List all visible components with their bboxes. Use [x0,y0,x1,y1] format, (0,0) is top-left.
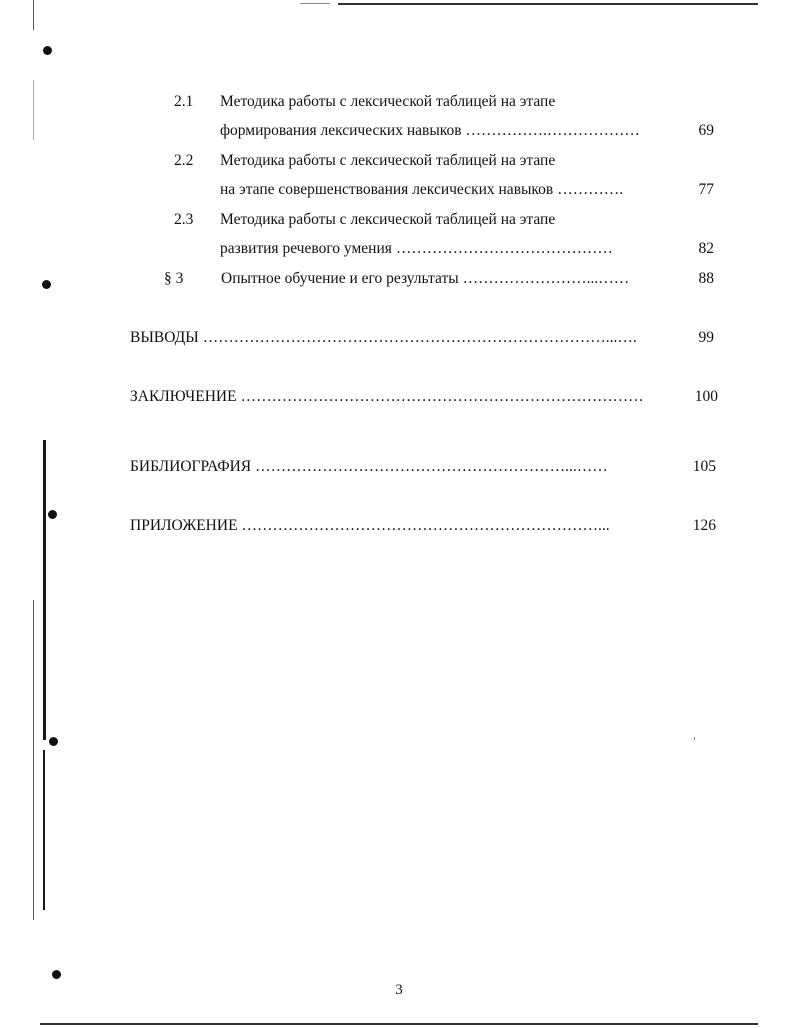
toc-leader-dots: ……………………...…… [462,270,630,287]
toc-entry-text: формирования лексических навыков [220,122,462,139]
toc-chapter-entry[interactable] [130,457,716,477]
binder-shadow-lower [43,750,45,910]
toc-entry-text: развития речевого умения [220,240,392,257]
punch-hole-4 [49,737,58,746]
toc-entry-text: Опытное обучение и его результаты [221,270,459,287]
toc-chapter-title: ПРИЛОЖЕНИЕ [130,517,238,534]
scan-edge-top [338,3,758,5]
toc-subsection-title: Методика работы с лексической таблицей на этапе [220,211,556,228]
toc-page-number: 126 [692,517,716,534]
scan-edge-left-top [33,0,34,30]
punch-hole-2 [42,280,51,289]
toc-leader-dots: …………………………………………………………………… [240,388,644,405]
scan-speck [694,737,695,740]
scan-edge-top-left [300,3,330,4]
toc-chapter-entry[interactable] [130,387,718,407]
toc-page-number: 69 [698,122,714,139]
toc-entry[interactable] [220,180,714,200]
toc-subsection-number: 2.3 [174,211,194,228]
toc-page-number: 77 [698,181,714,198]
toc-entry[interactable] [221,269,714,289]
toc-chapter-entry[interactable] [130,328,714,348]
toc-leader-dots: ……………………………………………………………... [241,517,610,534]
toc-entry[interactable] [220,121,714,141]
toc-page-number: 82 [698,240,714,257]
toc-leader-dots: ……………………………………………………………………...…. [202,329,637,346]
toc-chapter-entry[interactable] [130,516,716,536]
scan-edge-left-2 [33,600,34,920]
toc-page-number: 88 [698,270,714,287]
toc-subsection-title: Методика работы с лексической таблицей на этапе [220,93,556,110]
toc-subsection-number: 2.1 [174,93,194,110]
toc-leader-dots: …………….……………… [465,122,640,139]
toc-entry[interactable] [220,239,714,259]
toc-chapter-title: БИБЛИОГРАФИЯ [130,458,252,475]
scan-edge-bottom [40,1023,758,1025]
toc-subsection-title: Методика работы с лексической таблицей на этапе [220,152,556,169]
toc-page-number: 99 [698,329,714,346]
page-number: 3 [395,982,403,998]
toc-chapter-title: ВЫВОДЫ [130,329,199,346]
toc-page-number: 100 [694,388,718,405]
toc-leader-dots: …………………………………… [395,240,613,257]
punch-hole-5 [52,970,61,979]
toc-entry-text: на этапе совершенствования лексических навыков [220,181,554,198]
toc-leader-dots: ……………………………………………………...…… [255,458,608,475]
punch-hole-1 [43,46,52,55]
toc-subsection-number: 2.2 [174,152,194,169]
punch-hole-3 [48,510,57,519]
toc-leader-dots: …………. [557,181,624,198]
binder-shadow [43,440,46,740]
toc-chapter-title: ЗАКЛЮЧЕНИЕ [130,388,237,405]
scan-edge-left-1 [33,80,34,140]
toc-page-number: 105 [692,458,716,475]
toc-paragraph-number: § 3 [164,270,184,287]
